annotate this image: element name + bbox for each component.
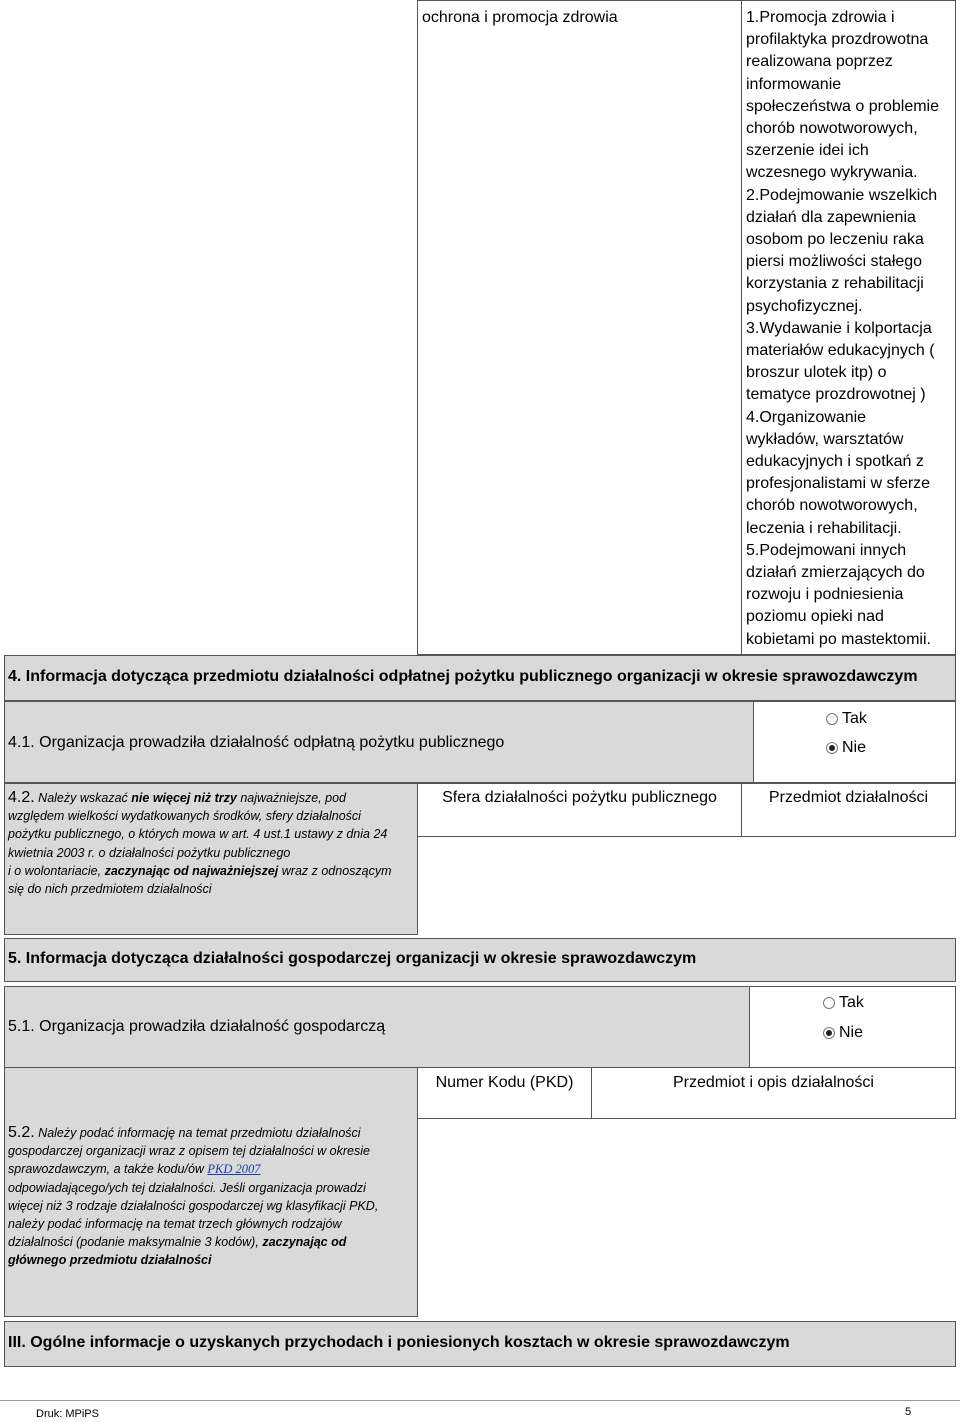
section5-title: 5. Informacja dotycząca działalności gospodarczej organizacji w okresie sprawozdawczym xyxy=(8,950,697,967)
przedmiot-line: osobom po leczeniu raka xyxy=(746,231,924,249)
q41-radio-nie[interactable]: Nie xyxy=(826,739,866,757)
q51-radio-nie[interactable]: Nie xyxy=(823,1024,863,1042)
footer-rule xyxy=(0,1400,960,1401)
przedmiot-line: chorób nowotworowych, xyxy=(746,497,918,515)
przedmiot-line: działań zmierzających do xyxy=(746,564,925,582)
przedmiot-line: piersi możliwości stałego xyxy=(746,253,923,271)
q51-radio-tak[interactable]: Tak xyxy=(823,994,864,1012)
sfera-text: ochrona i promocja zdrowia xyxy=(422,9,618,26)
przedmiot-line: 5.Podejmowani innych xyxy=(746,541,907,559)
przedmiot-line: poziomu opieki nad xyxy=(746,608,884,626)
q51-label: 5.1. Organizacja prowadziła działalność gospodarczą xyxy=(8,1018,386,1035)
q42-text: 4.2. Należy wskazać nie więcej niż trzy najważniejsze, pod względem wielkości wydatkowanych środków, sfery działalności pożytku publicznego, o których mowa w art. 4 ust.1 ustawy z dnia 24 kwietnia 2003 r. o działalności pożytku publicznego i o wolontariacie, zaczynając od najważniejszej wraz z odnoszącym się do nich przedmiotem działalności xyxy=(8,789,392,897)
przedmiot-line: wczesnego wykrywania. xyxy=(746,164,918,182)
przedmiot-line: 1.Promocja zdrowia i xyxy=(746,9,895,26)
q41-label: 4.1. Organizacja prowadziła działalność odpłatną pożytku publicznego xyxy=(8,734,505,751)
section3-title: III. Ogólne informacje o uzyskanych przychodach i poniesionych kosztach w okresie sprawozdawczym xyxy=(8,1334,790,1351)
col-sfera-label: Sfera działalności pożytku publicznego xyxy=(442,789,717,806)
przedmiot-line: rozwoju i podniesienia xyxy=(746,586,904,604)
przedmiot-text xyxy=(746,7,958,651)
przedmiot-line: profesjonalistami w sferze xyxy=(746,475,931,493)
przedmiot-line: 4.Organizowanie xyxy=(746,408,867,426)
przedmiot-line: społeczeństwa o problemie xyxy=(746,97,939,115)
radio-tak-icon[interactable] xyxy=(826,713,838,725)
przedmiot-line: tematyce prozdrowotnej ) xyxy=(746,386,926,404)
przedmiot-line: wykładów, warsztatów xyxy=(746,430,904,448)
przedmiot-line: profilaktyka prozdrowotna xyxy=(746,31,929,49)
footer-print-label: Druk: MPiPS xyxy=(36,1408,99,1420)
przedmiot-line: broszur ulotek itp) o xyxy=(746,364,887,382)
przedmiot-line: chorób nowotworowych, xyxy=(746,120,918,138)
przedmiot-line: leczenia i rehabilitacji. xyxy=(746,519,902,537)
przedmiot-line: informowanie xyxy=(746,75,842,93)
przedmiot-line: realizowana poprzez xyxy=(746,53,893,71)
przedmiot-line: korzystania z rehabilitacji xyxy=(746,275,924,293)
przedmiot-line: materiałów edukacyjnych ( xyxy=(746,342,935,360)
przedmiot-line: edukacyjnych i spotkań z xyxy=(746,453,924,471)
q52-text: 5.2. Należy podać informację na temat przedmiotu działalności gospodarczej organizacji wraz z opisem tej działalności w okresie sprawozdawczym, a także kodu/ów PKD 2007 odpowiadającego/ych tej działalności. Jeśli organizacja prowadzi więcej niż 3 rodzaje działalności gospodarczej wg klasyfikacji PKD, należy podać informację na temat trzech głównych rodzajów działalności (podanie maksymalnie 3 kodów), zaczynając od głównego przedmiotu działalności xyxy=(8,1124,379,1268)
col-opis-label: Przedmiot i opis działalności xyxy=(673,1074,874,1091)
radio-nie-icon[interactable] xyxy=(826,742,838,754)
przedmiot-line: działań dla zapewnienia xyxy=(746,208,916,226)
przedmiot-line: psychofizycznej. xyxy=(746,297,863,315)
radio-tak-icon[interactable] xyxy=(823,997,835,1009)
przedmiot-line: kobietami po mastektomii. xyxy=(746,630,931,648)
sfera-cell xyxy=(417,0,742,655)
col-przedmiot-label: Przedmiot działalności xyxy=(768,789,929,806)
przedmiot-line: 3.Wydawanie i kolportacja xyxy=(746,319,932,337)
przedmiot-line: szerzenie idei ich xyxy=(746,142,869,160)
section4-title: 4. Informacja dotycząca przedmiotu działalności odpłatnej pożytku publicznego organizacji w okresie sprawozdawczym xyxy=(8,668,918,685)
przedmiot-line: 2.Podejmowanie wszelkich xyxy=(746,186,938,204)
footer-page-number: 5 xyxy=(905,1406,912,1418)
col-pkd-label: Numer Kodu (PKD) xyxy=(435,1074,574,1091)
q41-radio-tak[interactable]: Tak xyxy=(826,710,867,728)
radio-nie-icon[interactable] xyxy=(823,1027,835,1039)
pkd-2007-link[interactable]: PKD 2007 xyxy=(207,1162,261,1177)
